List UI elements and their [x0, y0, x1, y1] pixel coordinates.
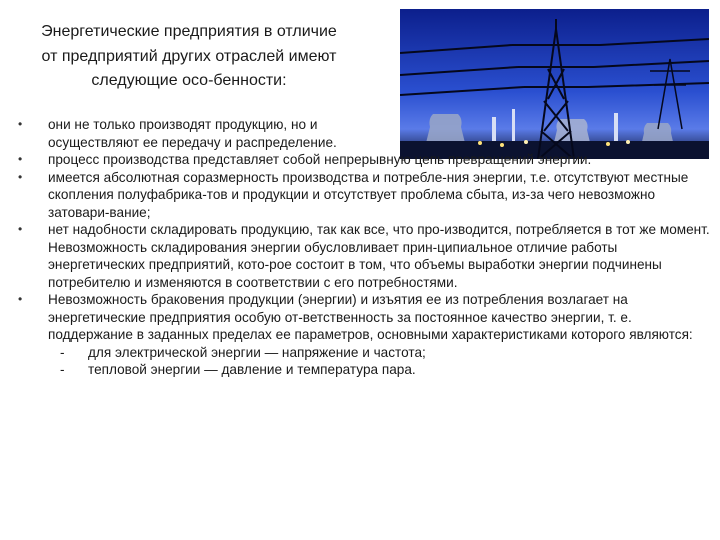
dash-marker: -: [60, 362, 65, 377]
list-item-text: процесс производства представляет собой непрерывную цепь превращений энергии.: [48, 152, 592, 167]
sub-item-text: для электрической энергии — напряжение и частота;: [88, 344, 426, 360]
bullet-marker: •: [18, 117, 23, 131]
list-item-text: нет надобности складировать продукцию, так как все, что про-изводится, потребляется в тот же момент. Невозможность складирования энергии обусловливает прин-ципиальное отличие работы энергетических предприятий, кото-рое состоит в том, что объемы выработки энергии подчинены потребителю и изменяются в соответствии с его потребностями.: [48, 222, 710, 290]
bullet-marker: •: [18, 292, 23, 306]
slide-title: Энергетические предприятия в отличие от предприятий других отраслей имеют следующие осо-бенности:: [41, 23, 337, 89]
feature-list: [18, 116, 712, 379]
bullet-marker: •: [18, 152, 23, 166]
list-item: [18, 221, 712, 291]
list-item: [18, 291, 712, 344]
list-item-text: Невозможность браковения продукции (энергии) и изъятия ее из потребления возлагает на энергетические предприятия особую от-ветственность за постоянное качество энергии, т. е. поддержание в заданных пределах ее параметров, основными характеристиками которого являются:: [48, 292, 693, 342]
bullet-marker: •: [18, 169, 23, 184]
sub-list-item: [60, 344, 712, 362]
sub-item-text: тепловой энергии — давление и температура пара.: [88, 362, 416, 377]
dash-marker: -: [60, 344, 65, 360]
list-item: [18, 151, 712, 169]
list-item-text: имеется абсолютная соразмерность производства и потребле-ния энергии, т.е. отсутствуют местные скопления полуфабрика-тов и продукции и отсутствует проблема сбыта, из-за чего невозможно затовари-вание;: [48, 169, 689, 220]
list-item-text: они не только производят продукцию, но и осуществляют ее передачу и распределение.: [48, 117, 337, 150]
list-item: [18, 116, 396, 151]
sub-list-item: [60, 361, 712, 379]
list-item: [18, 169, 712, 222]
bullet-marker: •: [18, 222, 23, 236]
